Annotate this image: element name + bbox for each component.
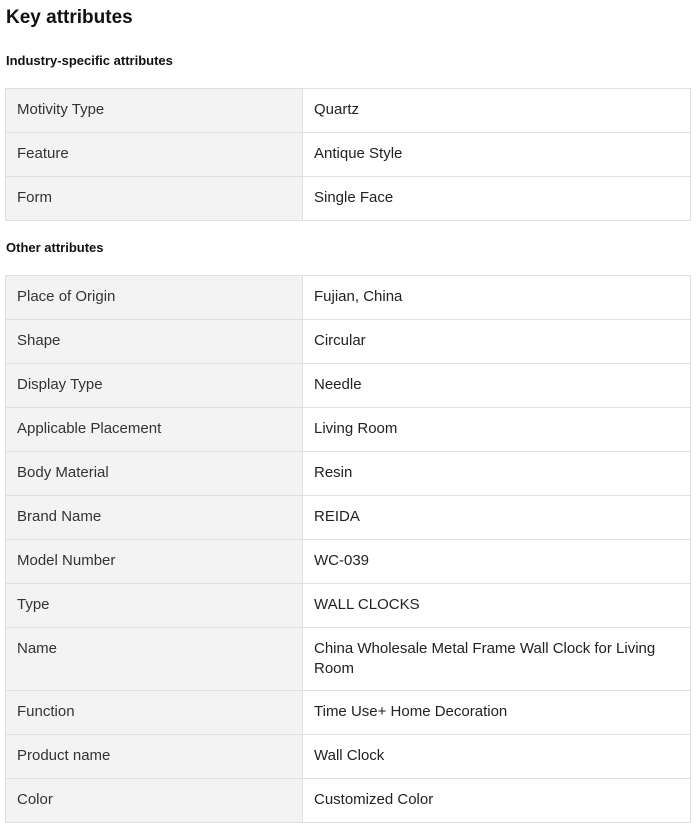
attribute-key: Display Type	[6, 364, 303, 408]
attribute-key: Product name	[6, 735, 303, 779]
table-row	[6, 177, 691, 221]
table-row	[6, 452, 691, 496]
attribute-value: Time Use+ Home Decoration	[303, 691, 691, 735]
attribute-value: China Wholesale Metal Frame Wall Clock for Living Room	[303, 628, 691, 691]
attribute-value: Wall Clock	[303, 735, 691, 779]
table-row	[6, 584, 691, 628]
attribute-key: Applicable Placement	[6, 408, 303, 452]
attribute-key: Shape	[6, 320, 303, 364]
attribute-value: Circular	[303, 320, 691, 364]
attribute-key: Place of Origin	[6, 276, 303, 320]
other-attributes-table	[5, 275, 691, 823]
attribute-key: Form	[6, 177, 303, 221]
table-row	[6, 496, 691, 540]
attribute-key: Type	[6, 584, 303, 628]
attribute-key: Body Material	[6, 452, 303, 496]
industry-attributes-table	[5, 88, 691, 221]
attribute-value: Living Room	[303, 408, 691, 452]
attribute-value: Antique Style	[303, 133, 691, 177]
attribute-key: Model Number	[6, 540, 303, 584]
attribute-value: Single Face	[303, 177, 691, 221]
attribute-value: Fujian, China	[303, 276, 691, 320]
table-row	[6, 276, 691, 320]
table-row	[6, 628, 691, 691]
attribute-value: Customized Color	[303, 779, 691, 823]
attribute-key: Motivity Type	[6, 89, 303, 133]
table-row	[6, 691, 691, 735]
attribute-value: WALL CLOCKS	[303, 584, 691, 628]
table-row	[6, 735, 691, 779]
attribute-key: Color	[6, 779, 303, 823]
other-section-heading: Other attributes	[6, 240, 104, 255]
attribute-value: WC-039	[303, 540, 691, 584]
attribute-key: Function	[6, 691, 303, 735]
attribute-value: Quartz	[303, 89, 691, 133]
table-row	[6, 133, 691, 177]
industry-section-heading: Industry-specific attributes	[6, 53, 173, 68]
table-row	[6, 89, 691, 133]
table-row	[6, 408, 691, 452]
attribute-value: Resin	[303, 452, 691, 496]
table-row	[6, 540, 691, 584]
attribute-key: Feature	[6, 133, 303, 177]
table-row	[6, 320, 691, 364]
page-title: Key attributes	[6, 7, 133, 28]
table-row	[6, 364, 691, 408]
attribute-key: Name	[6, 628, 303, 691]
attribute-key: Brand Name	[6, 496, 303, 540]
attribute-value: Needle	[303, 364, 691, 408]
table-row	[6, 779, 691, 823]
attribute-value: REIDA	[303, 496, 691, 540]
